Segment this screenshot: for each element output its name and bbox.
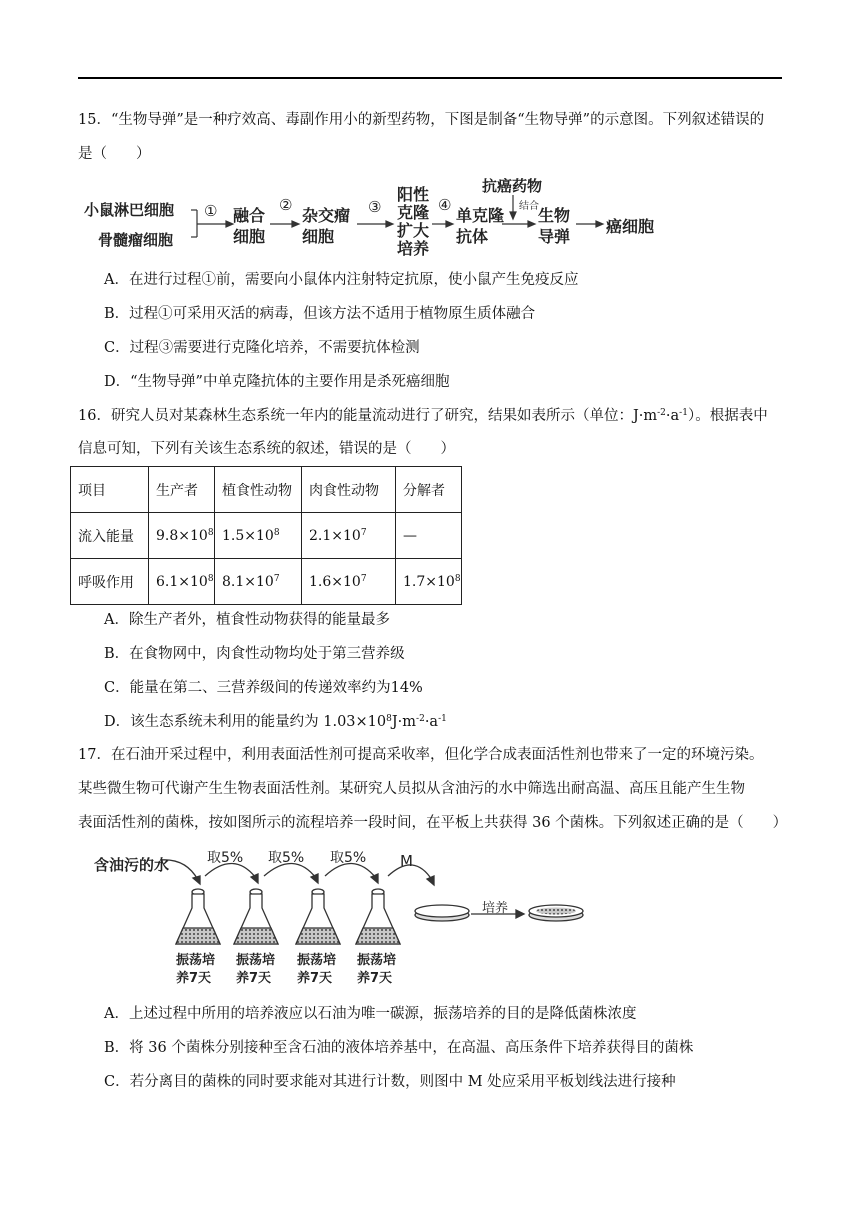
label-m: M <box>400 852 413 870</box>
q16-option-d-unit: J·m <box>391 714 417 730</box>
q15-option-c: C．过程③需要进行克隆化培养，不需要抗体检测 <box>104 340 420 356</box>
label-take-5pct-3: 取5% <box>330 850 367 866</box>
step-4-marker: ④ <box>438 196 452 214</box>
q16-option-d-text: D．该生态系统未利用的能量约为 1.03×10 <box>104 714 387 730</box>
q16-option-c: C．能量在第二、三营养级间的传递效率约为14% <box>104 680 423 696</box>
q15-option-a: A．在进行过程①前，需要向小鼠体内注射特定抗原，使小鼠产生免疫反应 <box>104 272 579 288</box>
label-shake-culture-3 <box>297 952 336 988</box>
flask-1 <box>176 889 220 944</box>
header-producer: 生产者 <box>149 467 215 513</box>
mab-line2: 抗体 <box>456 227 489 246</box>
cell-base: 8.1×10 <box>222 573 274 590</box>
cell-exp: 8 <box>207 573 214 584</box>
hybridoma-line1: 杂交瘤 <box>302 206 351 225</box>
label-shake-culture-1 <box>176 952 215 988</box>
fused-cell-line1: 融合 <box>233 206 266 225</box>
positive-clone-line2: 克隆 <box>397 203 430 222</box>
positive-clone-line1: 阳性 <box>397 185 430 204</box>
fused-cell-line2: 细胞 <box>233 227 266 246</box>
header-decomposer: 分解者 <box>396 467 462 513</box>
positive-clone-line4: 培养 <box>397 239 430 258</box>
mab-line1: 单克隆 <box>456 206 505 225</box>
unit-mid: ·a <box>665 408 680 424</box>
cell-exp: 8 <box>207 527 214 538</box>
flask-4 <box>356 889 400 944</box>
shake-line1: 振荡培 <box>176 953 216 968</box>
row-label-respiration: 呼吸作用 <box>71 559 149 605</box>
label-anticancer-drug: 抗癌药物 <box>482 177 543 195</box>
label-take-5pct-2: 取5% <box>268 850 305 866</box>
q16-option-b: B．在食物网中，肉食性动物均处于第三营养级 <box>104 646 405 662</box>
cell-exp: 7 <box>273 573 280 584</box>
q17-option-a: A．上述过程中所用的培养液应以石油为唯一碳源，振荡培养的目的是降低菌株浓度 <box>104 1006 637 1022</box>
shake-line2: 养7天 <box>176 971 212 986</box>
flask-2 <box>234 889 278 944</box>
unit-exp-1: -2 <box>657 408 666 418</box>
q16-stem-pre: 16．研究人员对某森林生态系统一年内的能量流动进行了研究，结果如表所示（单位：J·m <box>78 408 658 424</box>
cell-exp: 7 <box>360 527 367 538</box>
q16-stem-post: ）。根据表中 <box>687 408 768 424</box>
cell-base: 2.1×10 <box>309 527 361 544</box>
biomissile-line2: 导弹 <box>538 227 571 246</box>
label-mouse-lymphocyte: 小鼠淋巴细胞 <box>84 201 175 219</box>
row-label-input-energy: 流入能量 <box>71 513 149 559</box>
q16-stem-line2: 信息可知，下列有关该生态系统的叙述，错误的是（ ） <box>78 441 455 457</box>
cell-base: 9.8×10 <box>156 527 208 544</box>
shake-line1: 振荡培 <box>357 953 397 968</box>
label-take-5pct-1: 取5% <box>207 850 244 866</box>
q15-stem-line2: 是（ ） <box>78 146 151 162</box>
cell-base: 1.5×10 <box>222 527 274 544</box>
q16-option-d-exp: 8 <box>386 714 392 724</box>
culture-arrow-head <box>516 910 524 918</box>
biomissile-line1: 生物 <box>538 206 571 225</box>
q16-option-d-unit-exp2: -1 <box>438 714 447 724</box>
label-culture: 培养 <box>482 901 509 916</box>
curve-arrow-2-head <box>311 874 318 883</box>
q16-option-d-unit-exp1: -2 <box>416 714 425 724</box>
cell-exp: 8 <box>454 573 461 584</box>
header-item: 项目 <box>71 467 149 513</box>
cell-exp: 8 <box>273 527 280 538</box>
cell-base: — <box>403 527 417 544</box>
shake-line2: 养7天 <box>236 971 272 986</box>
label-shake-culture-4 <box>357 952 396 988</box>
label-cancer-cell: 癌细胞 <box>606 217 655 236</box>
label-oily-water: 含油污的水 <box>94 856 170 874</box>
q17-option-c: C．若分离目的菌株的同时要求能对其进行计数，则图中 M 处应采用平板划线法进行接种 <box>104 1074 676 1090</box>
shake-line2: 养7天 <box>357 971 393 986</box>
step-2-marker: ② <box>279 196 293 214</box>
shake-line1: 振荡培 <box>297 953 337 968</box>
header-carnivore: 肉食性动物 <box>302 467 396 513</box>
q16-option-d-unit2: ·a <box>424 714 439 730</box>
header-herbivore: 植食性动物 <box>215 467 302 513</box>
curve-arrow-3-head <box>371 874 378 883</box>
label-shake-culture-2 <box>236 952 275 988</box>
q16-option-a: A．除生产者外，植食性动物获得的能量最多 <box>104 612 390 628</box>
curve-arrow-4-head <box>427 876 434 885</box>
petri-dish-empty <box>415 905 469 921</box>
q17-stem-line1: 17．在石油开采过程中，利用表面活性剂可提高采收率，但化学合成表面活性剂也带来了一定的环境污染。 <box>78 747 764 763</box>
hybridoma-line2: 细胞 <box>302 227 335 246</box>
flask-3 <box>296 889 340 944</box>
q15-stem-line1: 15．“生物导弹”是一种疗效高、毒副作用小的新型药物，下图是制备“生物导弹”的示意图。下列叙述错误的 <box>78 112 765 128</box>
label-binding: 结合 <box>519 201 539 212</box>
cell-base: 1.7×10 <box>403 573 455 590</box>
positive-clone-line3: 扩大 <box>397 221 430 240</box>
q15-option-b: B．过程①可采用灭活的病毒，但该方法不适用于植物原生质体融合 <box>104 306 536 322</box>
q17-option-b: B．将 36 个菌株分别接种至含石油的液体培养基中，在高温、高压条件下培养获得目的菌株 <box>104 1040 694 1056</box>
shake-line1: 振荡培 <box>236 953 276 968</box>
step-1-marker: ① <box>204 202 218 220</box>
shake-line2: 养7天 <box>297 971 333 986</box>
cell-base: 1.6×10 <box>309 573 361 590</box>
curve-arrow-0-head <box>193 876 200 884</box>
unit-exp-2: -1 <box>679 408 688 418</box>
q15-option-d: D．“生物导弹”中单克隆抗体的主要作用是杀死癌细胞 <box>104 374 450 390</box>
label-myeloma-cell: 骨髓瘤细胞 <box>98 231 174 249</box>
cell-base: 6.1×10 <box>156 573 208 590</box>
petri-dish-colonies <box>529 905 583 921</box>
q17-stem-line3: 表面活性剂的菌株，按如图所示的流程培养一段时间，在平板上共获得 36 个菌株。下列叙述正确的是（ ） <box>78 815 788 831</box>
curve-arrow-1-head <box>251 874 258 883</box>
step-3-marker: ③ <box>368 198 382 216</box>
cell-exp: 7 <box>360 573 367 584</box>
q17-stem-line2: 某些微生物可代谢产生生物表面活性剂。某研究人员拟从含油污的水中筛选出耐高温、高压且能产生生物 <box>78 781 745 797</box>
